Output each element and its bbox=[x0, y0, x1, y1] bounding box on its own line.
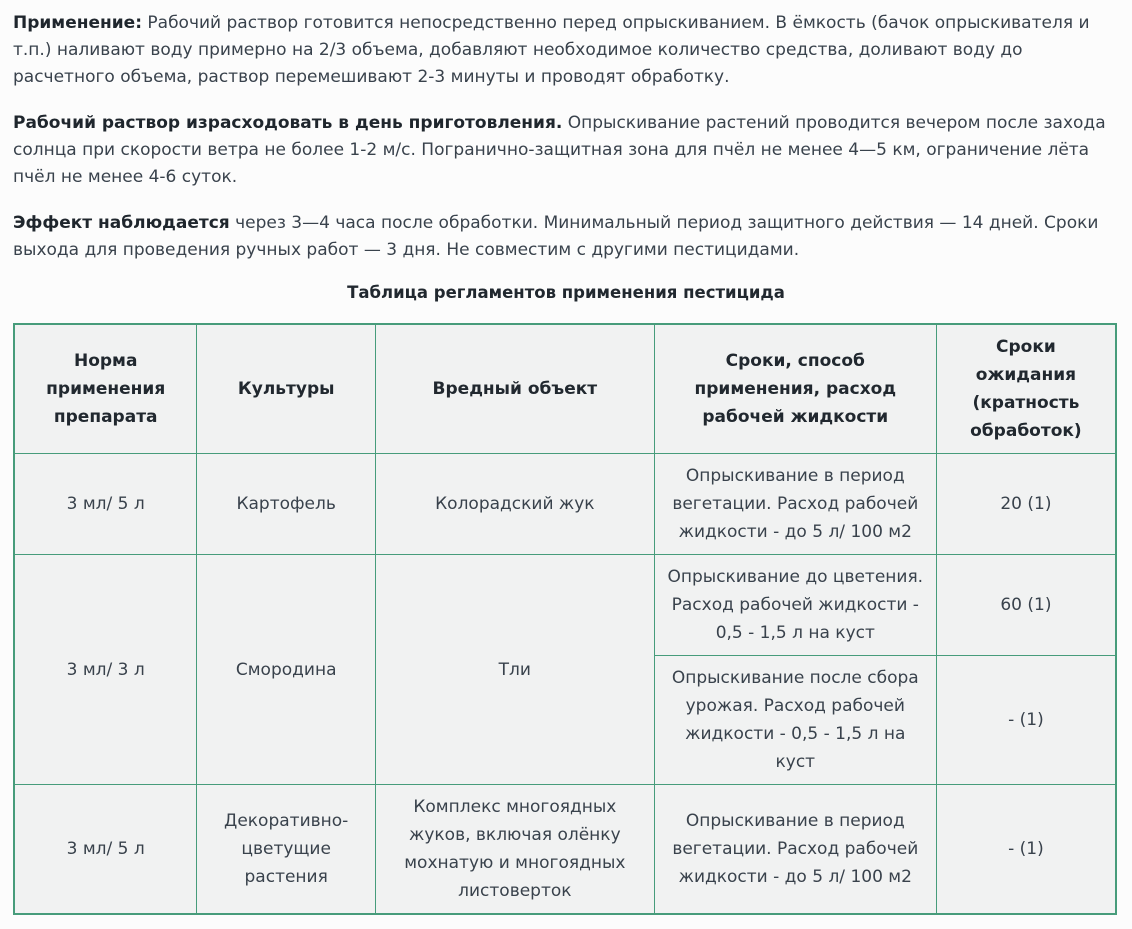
paragraph-effect-body: через 3—4 часа после обработки. Минимальный период защитного действия — 14 дней. Сроки выхода для проведения ручных работ — 3 дня. Не совместим с другими пестицидами. bbox=[13, 213, 1099, 260]
cell-pest: Колорадский жук bbox=[375, 454, 654, 555]
cell-norm: 3 мл/ 5 л bbox=[14, 454, 197, 555]
table-row bbox=[14, 555, 1116, 656]
cell-norm: 3 мл/ 5 л bbox=[14, 785, 197, 915]
column-header-pest: Вредный объект bbox=[375, 324, 654, 454]
column-header-waiting: Сроки ожидания (кратность обработок) bbox=[936, 324, 1116, 454]
paragraph-application-lead: Применение: bbox=[13, 13, 142, 33]
table-title: Таблица регламентов применения пестицида bbox=[347, 283, 785, 302]
cell-norm: 3 мл/ 3 л bbox=[14, 555, 197, 785]
cell-waiting: 20 (1) bbox=[936, 454, 1116, 555]
table-header-row bbox=[14, 324, 1116, 454]
cell-waiting: - (1) bbox=[936, 785, 1116, 915]
paragraph-effect bbox=[13, 210, 1119, 264]
cell-method: Опрыскивание до цветения. Расход рабочей жидкости - 0,5 - 1,5 л на куст bbox=[654, 555, 936, 656]
cell-waiting: - (1) bbox=[936, 656, 1116, 785]
paragraph-application-body: Рабочий раствор готовится непосредственно перед опрыскиванием. В ёмкость (бачок опрыскивателя и т.п.) наливают воду примерно на 2/3 объема, добавляют необходимое количество средства, доливают воду до расчетного объема, раствор перемешивают 2-3 минуты и проводят обработку. bbox=[13, 13, 1090, 87]
column-header-culture: Культуры bbox=[197, 324, 376, 454]
paragraph-application bbox=[13, 10, 1119, 91]
cell-waiting: 60 (1) bbox=[936, 555, 1116, 656]
cell-culture: Смородина bbox=[197, 555, 376, 785]
cell-method: Опрыскивание после сбора урожая. Расход рабочей жидкости - 0,5 - 1,5 л на куст bbox=[654, 656, 936, 785]
column-header-method: Сроки, способ применения, расход рабочей жидкости bbox=[654, 324, 936, 454]
column-header-norm: Норма применения препарата bbox=[14, 324, 197, 454]
cell-pest: Тли bbox=[375, 555, 654, 785]
table-row bbox=[14, 785, 1116, 915]
cell-culture: Декоративно-цветущие растения bbox=[197, 785, 376, 915]
paragraph-working-solution-body: Опрыскивание растений проводится вечером после захода солнца при скорости ветра не более 1-2 м/с. Погранично-защитная зона для пчёл не менее 4—5 км, ограничение лёта пчёл не менее 4-6 суток. bbox=[13, 113, 1106, 187]
pesticide-regulations-table bbox=[13, 323, 1117, 915]
paragraph-effect-lead: Эффект наблюдается bbox=[13, 213, 230, 233]
paragraph-working-solution bbox=[13, 110, 1119, 191]
cell-culture: Картофель bbox=[197, 454, 376, 555]
table-row bbox=[14, 454, 1116, 555]
cell-pest: Комплекс многоядных жуков, включая олёнку мохнатую и многоядных листоверток bbox=[375, 785, 654, 915]
cell-method: Опрыскивание в период вегетации. Расход рабочей жидкости - до 5 л/ 100 м2 bbox=[654, 454, 936, 555]
paragraph-working-solution-lead: Рабочий раствор израсходовать в день приготовления. bbox=[13, 113, 563, 133]
cell-method: Опрыскивание в период вегетации. Расход рабочей жидкости - до 5 л/ 100 м2 bbox=[654, 785, 936, 915]
